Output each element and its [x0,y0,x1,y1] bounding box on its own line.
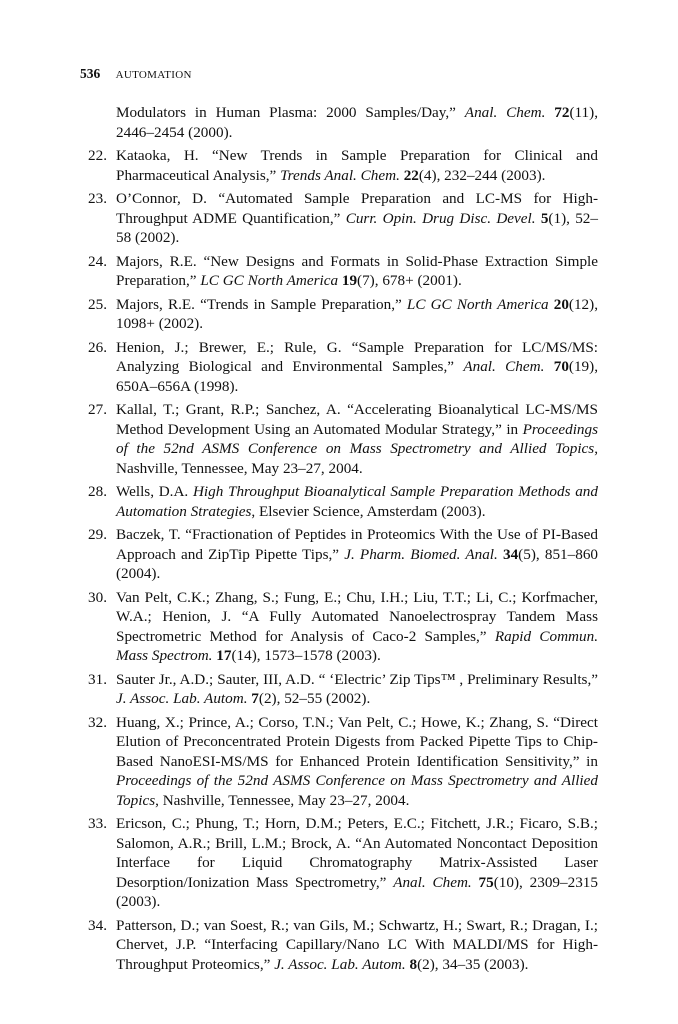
ref-text: Kallal, T.; Grant, R.P.; Sanchez, A. “Accelerating Bioanalytical LC-MS/MS Method Development Using an Automated Modular Strategy,” in [116,401,598,438]
ref-text: Majors, R.E. “New Designs and Formats in Solid-Phase Extraction Simple Preparation,” [116,252,598,289]
reference-item [76,400,598,478]
reference-number: 25. [88,295,107,313]
reference-number: 33. [88,815,107,832]
ref-details: (12), 1098+ (2002). [116,295,599,332]
reference-number: 28. [88,483,107,500]
ref-journal: J. Assoc. Lab. Autom. [274,955,406,973]
reference-item [76,588,598,666]
ref-journal: J. Pharm. Biomed. Anal. [344,545,498,563]
reference-number: 23. [88,190,107,207]
ref-text: Sauter Jr., A.D.; Sauter, III, A.D. “ ‘Electric’ Zip Tips™ , Preliminary Results,” [116,670,598,688]
ref-details: (1), 52–58 (2002). [116,209,598,246]
reference-number: 31. [88,670,107,688]
ref-details: (11), 2446–2454 (2000). [116,104,598,141]
ref-journal: Rapid Commun. Mass Spectrom. [116,627,599,664]
reference-number: 26. [88,338,107,356]
ref-volume: 17 [216,647,232,664]
ref-details: (7), 678+ (2001). [357,272,462,289]
ref-text: Baczek, T. “Fractionation of Peptides in Proteomics With the Use of PI-Based Approach and ZipTip Pipette Tips,” [116,526,598,563]
ref-details: , Elsevier Science, Amsterdam (2003). [251,502,486,520]
ref-volume: 8 [409,955,418,973]
ref-details: (5), 851–860 (2004). [116,545,599,582]
ref-volume: 72 [554,104,570,121]
reference-item [76,713,598,811]
ref-text: Majors, R.E. “Trends in Sample Preparation,” [116,295,402,313]
ref-journal: LC GC North America [200,272,339,289]
ref-journal: Trends Anal. Chem. [280,166,400,184]
ref-details: , Nashville, Tennessee, May 23–27, 2004. [116,440,598,477]
reference-number: 30. [88,588,107,606]
ref-text: Modulators in Human Plasma: 2000 Samples/Day,” [116,104,456,121]
reference-number: 24. [88,252,107,270]
ref-details: , Nashville, Tennessee, May 23–27, 2004. [155,791,410,809]
ref-journal: J. Assoc. Lab. Autom. [116,690,248,707]
ref-volume: 20 [553,295,569,313]
ref-volume: 19 [341,272,358,289]
reference-number: 22. [88,147,107,164]
ref-volume: 22 [403,166,419,184]
ref-text: Huang, X.; Prince, A.; Corso, T.N.; Van Pelt, C.; Howe, K.; Zhang, S. “Direct Elution of Preconcentrated Protein Digests from Packed Pipette Tips to Chip-Based NanoESI-MS/MS for Enhanced Protein Identification Sensitivity,” in [116,713,598,770]
ref-text: Henion, J.; Brewer, E.; Rule, G. “Sample Preparation for LC/MS/MS: Analyzing Biological and Environmental Samples,” [116,338,598,375]
reference-number: 34. [88,916,107,934]
ref-details: (4), 232–244 (2003). [418,166,546,184]
ref-journal: Anal. Chem. [393,873,472,891]
reference-item [76,338,598,397]
reference-item [76,525,598,584]
ref-details: (2), 52–55 (2002). [258,690,371,707]
ref-journal: Proceedings of the 52nd ASMS Conference on Mass Spectrometry and Allied Topics [116,420,599,457]
reference-item [76,916,598,975]
reference-item [76,146,598,185]
ref-text: Patterson, D.; van Soest, R.; van Gils, M.; Schwartz, H.; Swart, R.; Dragan, I.; Chervet, J.P. “Interfacing Capillary/Nano LC With MALDI/MS for High-Throughput Proteomics,” [116,916,598,973]
ref-volume: 5 [540,209,549,227]
ref-text: Kataoka, H. “New Trends in Sample Preparation for Clinical and Pharmaceutical Analysis,” [116,147,598,184]
reference-item [76,252,598,291]
reference-item [76,482,598,521]
ref-journal: Anal. Chem. [463,358,545,375]
reference-continuation [76,103,598,142]
ref-volume: 34 [502,545,519,563]
reference-number: 32. [88,713,107,731]
reference-item [76,670,598,709]
ref-volume: 70 [553,358,569,375]
ref-journal: LC GC North America [406,295,549,313]
reference-number: 27. [88,401,107,418]
section-title: AUTOMATION [115,69,192,81]
reference-item [76,189,598,248]
ref-text: Van Pelt, C.K.; Zhang, S.; Fung, E.; Chu, I.H.; Liu, T.T.; Li, C.; Korfmacher, W.A.; Henion, J. “A Fully Automated Nanoelectrospray Tandem Mass Spectrometric Method for Analysis of Caco-2 Samples,” [116,588,598,645]
ref-details: (19), 650A–656A (1998). [116,358,599,395]
ref-volume: 7 [251,690,259,707]
ref-details: (14), 1573–1578 (2003). [231,647,381,664]
reference-item [76,814,598,912]
page-number: 536 [80,66,101,81]
ref-volume: 75 [478,873,494,891]
ref-details: (10), 2309–2315 (2003). [116,873,598,910]
ref-text: O’Connor, D. “Automated Sample Preparation and LC-MS for High-Throughput ADME Quantification,” [116,190,598,227]
ref-journal: Proceedings of the 52nd ASMS Conference on Mass Spectrometry and Allied Topics [116,772,598,809]
ref-journal: Curr. Opin. Drug Disc. Devel. [345,209,536,227]
reference-item [76,295,598,334]
ref-journal: Anal. Chem. [464,104,546,121]
ref-text: Wells, D.A. [116,483,189,500]
running-head [80,64,192,85]
ref-text: Ericson, C.; Phung, T.; Horn, D.M.; Peters, E.C.; Fitchett, J.R.; Ficaro, S.B.; Salomon, A.R.; Brill, L.M.; Brock, A. “An Automated Noncontact Deposition Interface for Liquid Chromatography Matrix-Assisted Laser Desorption/Ionization Mass Spectrometry,” [116,815,598,891]
reference-list [76,103,598,978]
reference-number: 29. [88,526,107,543]
ref-journal: High Throughput Bioanalytical Sample Preparation Methods and Automation Strategies [116,483,598,520]
ref-details: (2), 34–35 (2003). [417,955,529,973]
